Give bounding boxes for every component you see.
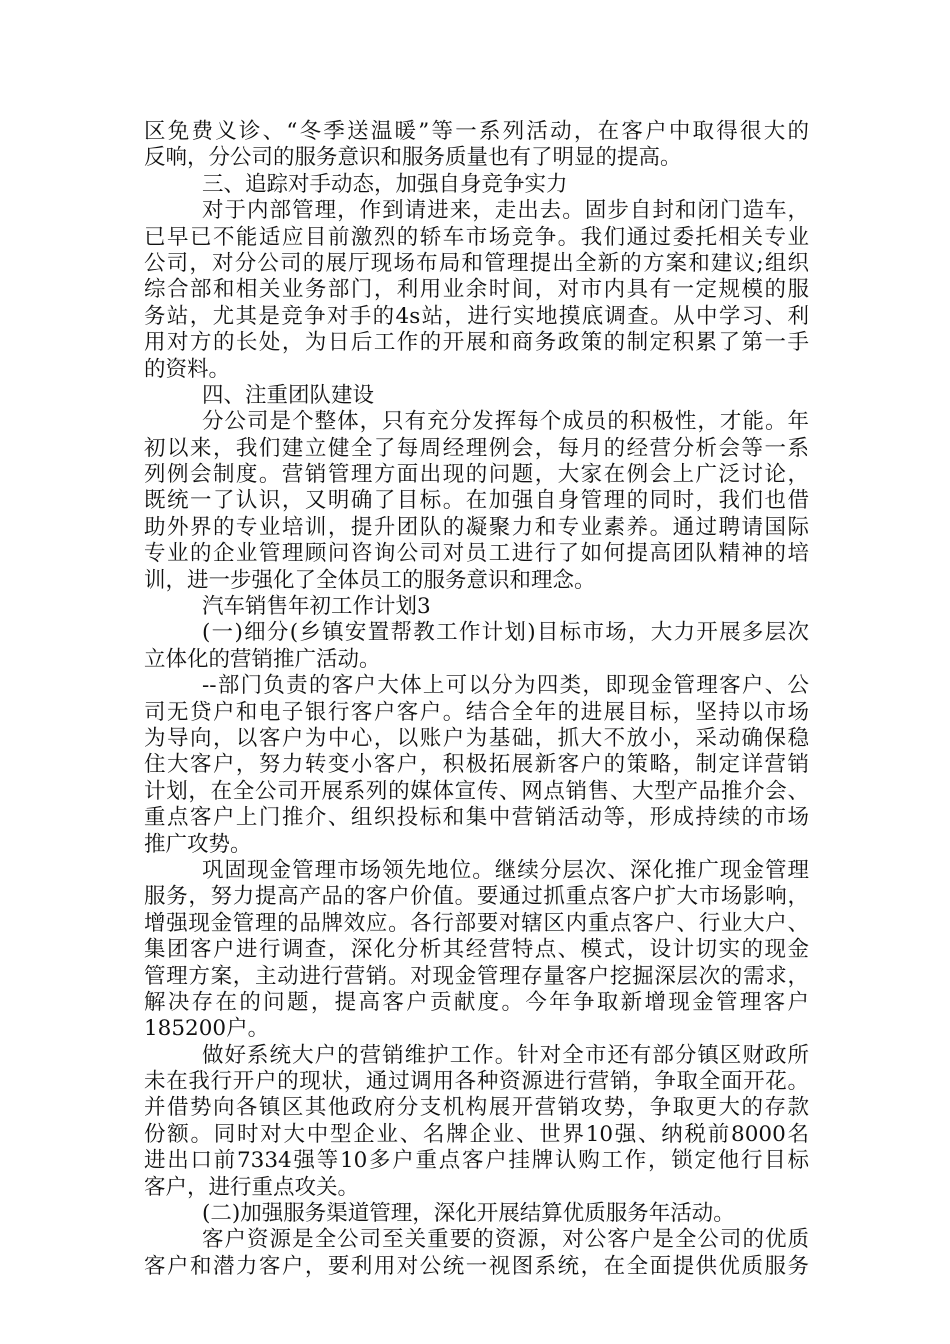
- text-line: 进出口前7334强等10多户重点客户挂牌认购工作，锁定他行目标: [144, 1148, 809, 1174]
- text-line: 增强现金管理的品牌效应。各行部要对辖区内重点客户、行业大户、: [144, 910, 809, 936]
- text-line: (二)加强服务渠道管理，深化开展结算优质服务年活动。: [202, 1201, 735, 1227]
- text-line: 的资料。: [144, 356, 231, 382]
- text-line: 185200户。: [144, 1016, 270, 1042]
- text-line: 专业的企业管理顾问咨询公司对员工进行了如何提高团队精神的培: [144, 541, 809, 567]
- text-line: 推广攻势。: [144, 831, 252, 857]
- text-line: 并借势向各镇区其他政府分支机构展开营销攻势，争取更大的存款: [144, 1095, 809, 1121]
- text-line: 综合部和相关业务部门，利用业余时间，对市内具有一定规模的服: [144, 277, 809, 303]
- text-line: 客户资源是全公司至关重要的资源，对公客户是全公司的优质: [202, 1227, 809, 1253]
- text-line: 务站，尤其是竞争对手的4s站，进行实地摸底调查。从中学习、利: [144, 303, 809, 329]
- text-line: 三、追踪对手动态，加强自身竞争实力: [202, 171, 568, 197]
- text-line: --部门负责的客户大体上可以分为四类，即现金管理客户、公: [202, 673, 809, 699]
- text-line: 区免费义诊、“冬季送温暖”等一系列活动，在客户中取得很大的: [144, 119, 809, 144]
- text-line: 住大客户，努力转变小客户，积极拓展新客户的策略，制定详营销: [144, 752, 809, 778]
- text-line: 解决存在的问题，提高客户贡献度。今年争取新增现金管理客户: [144, 989, 809, 1015]
- text-line: 公司，对分公司的展厅现场布局和管理提出全新的方案和建议;组织: [144, 250, 809, 276]
- text-line: 立体化的营销推广活动。: [144, 646, 381, 672]
- text-line: 对于内部管理，作到请进来，走出去。固步自封和闭门造车，: [202, 198, 809, 224]
- text-line: 已早已不能适应目前激烈的轿车市场竞争。我们通过委托相关专业: [144, 224, 809, 250]
- text-line: 巩固现金管理市场领先地位。继续分层次、深化推广现金管理: [202, 857, 809, 883]
- text-line: 管理方案，主动进行营销。对现金管理存量客户挖掘深层次的需求，: [144, 963, 809, 989]
- text-line: 计划，在全公司开展系列的媒体宣传、网点销售、大型产品推介会、: [144, 778, 809, 804]
- text-line: 份额。同时对大中型企业、名牌企业、世界10强、纳税前8000名: [144, 1121, 809, 1147]
- text-line: 为导向，以客户为中心，以账户为基础，抓大不放小，采动确保稳: [144, 725, 809, 751]
- text-line: 四、注重团队建设: [202, 382, 375, 408]
- text-line: 用对方的长处，为日后工作的开展和商务政策的制定积累了第一手: [144, 330, 809, 356]
- text-line: 训，进一步强化了全体员工的服务意识和理念。: [144, 567, 596, 593]
- text-line: 助外界的专业培训，提升团队的凝聚力和专业素养。通过聘请国际: [144, 514, 809, 540]
- text-line: 反响，分公司的服务意识和服务质量也有了明显的提高。: [144, 145, 682, 171]
- text-line: 客户和潜力客户，要利用对公统一视图系统，在全面提供优质服务: [144, 1253, 809, 1279]
- document-body: [144, 119, 809, 1280]
- text-line: 集团客户进行调查，深化分析其经营特点、模式，设计切实的现金: [144, 937, 809, 963]
- text-line: 客户，进行重点攻关。: [144, 1174, 360, 1200]
- text-line: 服务，努力提高产品的客户价值。要通过抓重点客户扩大市场影响，: [144, 884, 809, 910]
- text-line: 既统一了认识，又明确了目标。在加强自身管理的同时，我们也借: [144, 488, 809, 514]
- text-line: 司无贷户和电子银行客户客户。结合全年的进展目标，坚持以市场: [144, 699, 809, 725]
- text-line: 列例会制度。营销管理方面出现的问题，大家在例会上广泛讨论，: [144, 462, 809, 488]
- text-line: 汽车销售年初工作计划3: [202, 594, 431, 620]
- text-line: 做好系统大户的营销维护工作。针对全市还有部分镇区财政所: [202, 1042, 809, 1068]
- text-line: 分公司是个整体，只有充分发挥每个成员的积极性，才能。年: [202, 409, 809, 435]
- text-line: 重点客户上门推介、组织投标和集中营销活动等，形成持续的市场: [144, 805, 809, 831]
- text-line: (一)细分(乡镇安置帮教工作计划)目标市场，大力开展多层次: [202, 620, 809, 646]
- text-line: 未在我行开户的现状，通过调用各种资源进行营销，争取全面开花。: [144, 1069, 809, 1095]
- text-line: 初以来，我们建立健全了每周经理例会，每月的经营分析会等一系: [144, 435, 809, 461]
